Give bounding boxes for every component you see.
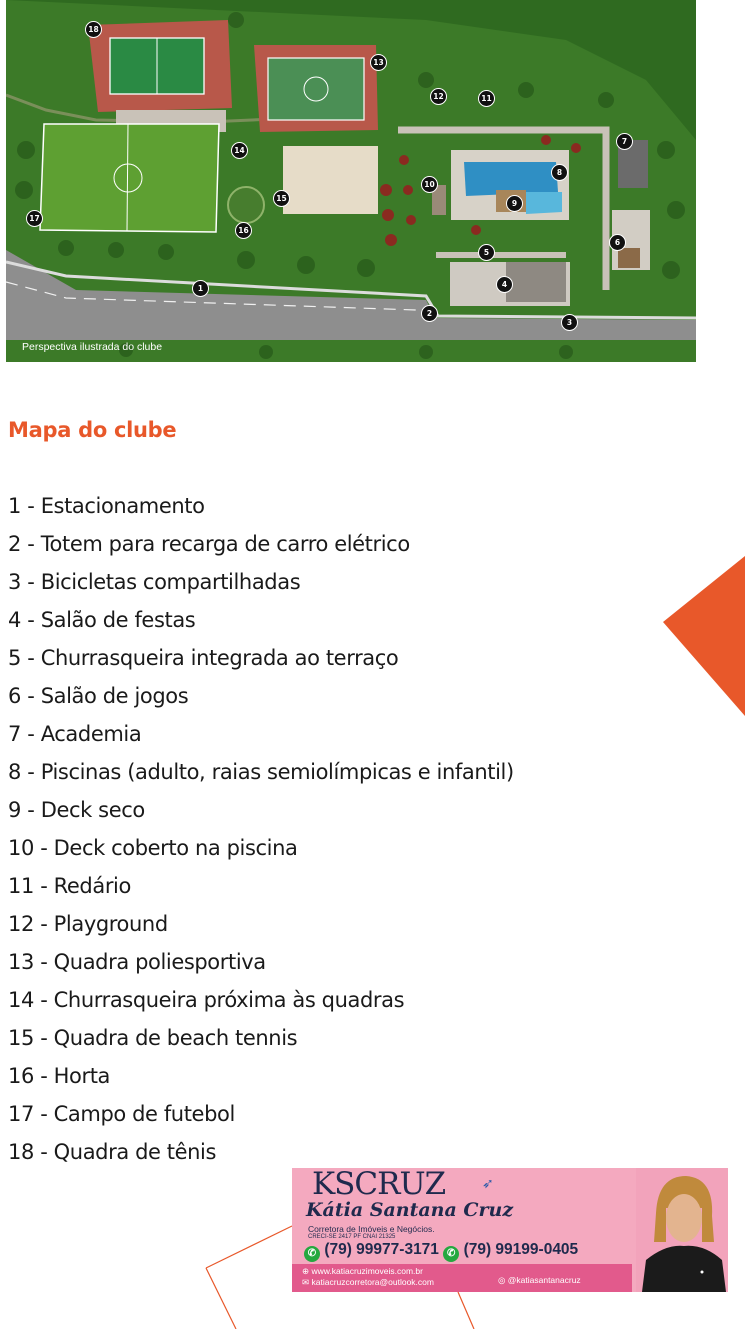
map-marker-2: 2 — [421, 305, 438, 322]
map-marker-6: 6 — [609, 234, 626, 251]
legend-item: 6 - Salão de jogos — [8, 684, 189, 708]
orange-triangle-decoration — [663, 556, 745, 716]
map-marker-16: 16 — [235, 222, 252, 239]
map-marker-18: 18 — [85, 21, 102, 38]
legend-list — [8, 490, 514, 1174]
web-contacts — [302, 1266, 434, 1288]
site-plan-illustration — [6, 0, 696, 362]
realtor-creci: CRECI-SE 2417 PF CNAI 21325 — [308, 1234, 396, 1240]
map-caption: Perspectiva ilustrada do clube — [22, 341, 163, 353]
legend-item: 18 - Quadra de tênis — [8, 1140, 217, 1164]
map-marker-10: 10 — [421, 176, 438, 193]
legend-item: 15 - Quadra de beach tennis — [8, 1026, 298, 1050]
map-marker-1: 1 — [192, 280, 209, 297]
map-marker-9: 9 — [506, 195, 523, 212]
map-marker-7: 7 — [616, 133, 633, 150]
legend-item: 17 - Campo de futebol — [8, 1102, 235, 1126]
card-logo: KSCRUZ — [312, 1168, 446, 1202]
map-marker-8: 8 — [551, 164, 568, 181]
section-title: Mapa do clube — [8, 418, 177, 442]
instagram-icon: ◎ — [498, 1275, 508, 1285]
map-marker-5: 5 — [478, 244, 495, 261]
email-link[interactable]: katiacruzcorretora@outlook.com — [311, 1277, 434, 1287]
legend-item: 7 - Academia — [8, 722, 142, 746]
whatsapp-icon: ✆ — [304, 1246, 320, 1262]
phone-numbers — [304, 1241, 578, 1262]
map-marker-14: 14 — [231, 142, 248, 159]
map-marker-12: 12 — [430, 88, 447, 105]
legend-item: 5 - Churrasqueira integrada ao terraço — [8, 646, 399, 670]
map-marker-15: 15 — [273, 190, 290, 207]
phone-1[interactable]: (79) 99977-3171 — [324, 1241, 439, 1258]
legend-item: 4 - Salão de festas — [8, 608, 196, 632]
legend-item: 10 - Deck coberto na piscina — [8, 836, 298, 860]
legend-item: 16 - Horta — [8, 1064, 111, 1088]
map-marker-17: 17 — [26, 210, 43, 227]
legend-item: 8 - Piscinas (adulto, raias semiolímpicas e infantil) — [8, 760, 514, 784]
realtor-business-card — [292, 1168, 728, 1292]
website-link[interactable]: www.katiacruzimoveis.com.br — [311, 1266, 423, 1276]
legend-item: 14 - Churrasqueira próxima às quadras — [8, 988, 405, 1012]
map-marker-11: 11 — [478, 90, 495, 107]
legend-item: 13 - Quadra poliesportiva — [8, 950, 266, 974]
legend-item: 12 - Playground — [8, 912, 168, 936]
legend-item: 3 - Bicicletas compartilhadas — [8, 570, 301, 594]
map-marker-13: 13 — [370, 54, 387, 71]
realtor-subtitle: Corretora de Imóveis e Negócios. — [308, 1224, 435, 1234]
globe-icon: ⊕ — [302, 1266, 312, 1276]
phone-2[interactable]: (79) 99199-0405 — [463, 1241, 579, 1258]
instagram-contact — [498, 1275, 581, 1286]
legend-item: 9 - Deck seco — [8, 798, 145, 822]
bird-icon: ➶ — [482, 1176, 494, 1192]
legend-item: 2 - Totem para recarga de carro elétrico — [8, 532, 410, 556]
legend-item: 1 - Estacionamento — [8, 494, 205, 518]
map-marker-3: 3 — [561, 314, 578, 331]
instagram-handle[interactable]: @katiasantanacruz — [507, 1275, 581, 1285]
email-icon: ✉ — [302, 1277, 312, 1287]
realtor-name: Kátia Santana Cruz — [306, 1199, 514, 1221]
legend-item: 11 - Redário — [8, 874, 131, 898]
whatsapp-icon: ✆ — [443, 1246, 459, 1262]
realtor-photo — [636, 1168, 728, 1292]
map-marker-4: 4 — [496, 276, 513, 293]
club-site-plan — [6, 0, 696, 362]
